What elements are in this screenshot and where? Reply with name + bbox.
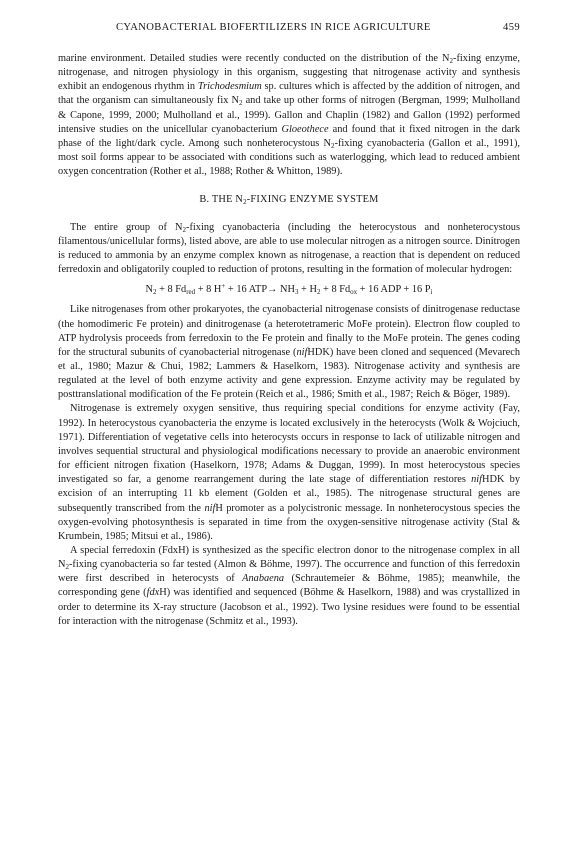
paragraph: The entire group of $N_2$-fixing cyanobacteria (including the heterocystous and nonheterocystous filamentous/unicellular forms), listed above, are able to use molecular nitrogen as a nitrogen source. Dinitrogen is reduced to ammonia by an enzyme complex known as nitrogenase, a reaction that is dependent on reduced ferredoxin and obligatorily coupled to reduction of protons, resulting in the formation of molecular hydrogen: xyxy=(58,221,520,276)
reaction-equation: $N_2 + 8$ $Fd_{red} + 8$ H+ + 16 $ATP\to NH_3 + H_2 + 8$ $Fd_{ox} + 16$ ADP + 16 $P_i$ xyxy=(145,282,433,297)
paragraph: A special ferredoxin (FdxH) is synthesized as the specific electron donor to the nitrogenase complex in all $N_2$-fixing cyanobacteria so far tested (Almon & Böhme, 1997). The occurrence and function of this ferredoxin were first described in heterocysts of Anabaena (Schrautemeier & Böhme, 1985); meanwhile, the corresponding gene (fdxH) was identified and sequenced (Böhme & Haselkorn, 1988) and was crystallized in order to determine its X-ray structure (Jacobson et al., 1992). Two lysine residues were found to be essential for interaction with the nitrogenase (Schmitz et al., 1993). xyxy=(58,545,520,627)
paragraph: marine environment. Detailed studies were recently conducted on the distribution of the $N_2$-fixing enzyme, nitrogenase, and nitrogen physiology in this organism, suggesting that nitrogenase activity and synthesis exhibit an endogenous rhythm in Trichodesmium sp. cultures which is affected by the addition of nitrogen, and that the organism can simultaneously fix $N_2$ and take up other forms of nitrogen (Bergman, 1999; Mulholland & Capone, 1999, 2000; Mulholland et al., 1999). Gallon and Chaplin (1982) and Gallon (1992) performed intensive studies on the unicellular cyanobacterium Gloeothece and found that it fixed nitrogen in the dark phase of the light/dark cycle. Among such nonheterocystous $N_2$-fixing cyanobacteria (Gallon et al., 1991), most soil forms appear to be associated with conditions such as waterlogging, which lead to reduced ambient oxygen concentration (Rother et al., 1988; Rother & Whitton, 1989). xyxy=(58,53,520,178)
body-text xyxy=(58,52,520,629)
paragraph: Like nitrogenases from other prokaryotes, the cyanobacterial nitrogenase consists of dinitrogenase reductase (the homodimeric Fe protein) and dinitrogenase (a heterotetrameric MoFe protein). Electron flow coupled to ATP hydrolysis proceeds from ferredoxin to the Fe protein and finally to the MoFe protein. The genes coding for the structural subunits of cyanobacterial nitrogenase (nifHDK) have been cloned and sequenced (Mevarech et al., 1980; Mazur & Chui, 1982; Lammers & Haselkorn, 1983). Nitrogenase activity and synthesis are regulated at the level of both enzyme activity and gene expression. Enzyme activity may be regulated by posttranslational modification of the Fe protein (Reich et al., 1986; Smith et al., 1987; Reich & Böger, 1989). xyxy=(58,304,520,401)
running-title: CYANOBACTERIAL BIOFERTILIZERS IN RICE AGRICULTURE xyxy=(116,22,431,33)
paragraph: Nitrogenase is extremely oxygen sensitive, thus requiring special conditions for enzyme activity (Fay, 1992). In heterocystous cyanobacteria the enzyme is located exclusively in the heterocysts (Wolk & Wojciuch, 1971). Differentiation of vegetative cells into heterocysts occurs in response to lack of utilizable nitrogen and involves sequential structural and physiological modifications necessary to provide an anaerobic environment for efficient nitrogen fixation (Haselkorn, 1978; Adams & Duggan, 1999). In most heterocystous species investigated so far, a genome rearrangement during the late stage of differentiation restores nifHDK by excision of an interrupting 11 kb element (Golden et al., 1985). The nitrogenase structural genes are subsequently transcribed from the nifH promoter as a polycistronic message. In nonheterocystous species the oxygen-evolving photosynthesis is separated in time from the oxygen-sensitive nitrogenase activity (Stal & Krumbein, 1985; Mitsui et al., 1986). xyxy=(58,403,521,542)
page-number: 459 xyxy=(503,22,520,33)
section-heading: B. THE $N_2$-FIXING ENZYME SYSTEM xyxy=(199,194,379,207)
document-page xyxy=(58,22,520,629)
running-header xyxy=(58,22,520,36)
